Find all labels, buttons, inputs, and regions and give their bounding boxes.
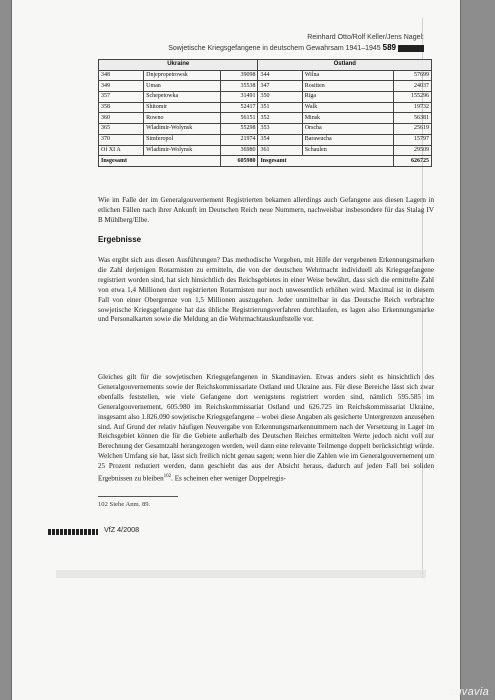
section-heading: Ergebnisse [98, 235, 142, 244]
table-cell: 52417 [220, 102, 258, 113]
table-row [99, 145, 432, 156]
footnote-ref: 102 [163, 474, 172, 480]
table-cell: 358 [99, 102, 144, 113]
table-cell: 29509 [394, 145, 432, 156]
table-cell: Rowno [144, 113, 221, 124]
table-cell: 357 [99, 92, 144, 103]
table-cell: 352 [258, 113, 302, 124]
total-label-left: Insgesamt [99, 156, 221, 167]
paragraph-2-tail: . Es scheinen eher weniger Doppelregis- [171, 474, 286, 483]
table-cell: 15797 [394, 134, 432, 145]
table-cell: 351 [258, 102, 302, 113]
table-row [99, 81, 432, 92]
table-cell: 55298 [220, 124, 258, 135]
table-row [99, 92, 432, 103]
table-group-ukraine: Ukraine [99, 60, 258, 71]
table-cell: Walk [302, 102, 394, 113]
table-cell: 57699 [394, 70, 432, 81]
table-cell: 361 [258, 145, 302, 156]
footnote-rule [98, 496, 178, 497]
total-left: 605980 [220, 156, 258, 167]
table-row [99, 134, 432, 145]
table-cell: Riga [302, 92, 394, 103]
table-group-ostland: Ostland [258, 60, 432, 71]
table-cell: Rositten [302, 81, 394, 92]
table-cell: 344 [258, 70, 302, 81]
table-cell: Wilna [302, 70, 394, 81]
table-cell: 25619 [394, 124, 432, 135]
table-cell: 31491 [220, 92, 258, 103]
total-label-right: Insgesamt [258, 156, 394, 167]
table-row [99, 102, 432, 113]
table-row [99, 70, 432, 81]
table-total-row [99, 156, 432, 167]
table-cell: 349 [99, 81, 144, 92]
table-row [99, 113, 432, 124]
table-cell: 353 [258, 124, 302, 135]
footer-journal: VfZ 4/2008 [104, 525, 140, 534]
table-cell: 21974 [220, 134, 258, 145]
paragraph-2-text: Gleiches gilt für die sowjetischen Kriegsgefangenen in Skandinavien. Etwas anders sieht es hinsichtlich des Generalgouvernements sowie der Reichskommissariate Ostland und Ukraine aus. Für diese Bereiche lässt sich zwar ebenfalls feststellen, wie viele Gefangene dort wenigstens registriert worden sind, nämlich 595.585 im Generalgouvernement, 605.980 im Reichskommissariat Ostland und 626.725 im Reichskommissariat Ukraine, insgesamt also 1.826.090 sowjetische Kriegsgefangene – wobei diese Angaben als gesicherte Untergrenzen anzusehen sind. Auf Grund der relativ häufigen Neuvergabe von Erkennungsmarkennummern nach der Versetzung in Lager im Reichsgebiet können die für die Gebiete außerhalb des Deutschen Reiches ermittelten Werte jedoch nicht voll zur Berechnung der Gesamtzahl herangezogen werden, weil dann eine relevante Teilmenge doppelt berücksichtigt würde. Welchen Umfang sie hat, lässt sich freilich nicht genau sagen; wenn hier die Zahlen wie im Generalgouvernement um 25 Prozent reduziert werden, dann geschieht das aus der Absicht heraus, dadurch auf jeden Fall bei soliden Ergebnissen zu bleiben [98, 373, 434, 483]
table-cell: Barawucha [302, 134, 394, 145]
table-cell: 35538 [220, 81, 258, 92]
table-cell: 360 [99, 113, 144, 124]
table-body [99, 70, 432, 156]
table-cell: 19732 [394, 102, 432, 113]
table-cell: 36980 [220, 145, 258, 156]
table-cell: Orscha [302, 124, 394, 135]
scan-shadow [56, 570, 426, 578]
table-cell: 56381 [394, 113, 432, 124]
paragraph-2 [98, 373, 434, 484]
table-cell: 350 [258, 92, 302, 103]
table-cell: Wladimir-Wolynsk [144, 124, 221, 135]
total-right: 626725 [394, 156, 432, 167]
running-header-title [168, 43, 424, 52]
header-title: Sowjetische Kriegsgefangene in deutschem Gewahrsam 1941–1945 [168, 45, 381, 52]
watermark: sgvavia [449, 686, 489, 698]
page-number: 589 [382, 43, 396, 52]
table-cell: 365 [99, 124, 144, 135]
header-bar-decoration [398, 45, 424, 52]
running-header-authors: Reinhard Otto/Rolf Keller/Jens Nagel: [307, 34, 424, 41]
intro-paragraph: Wie im Falle der im Generalgouvernement Registrierten bekamen allerdings auch Gefangene aus diesen Lagern in etlichen Fällen nach ihrer Ankunft im Deutschen Reich neue Nummern, nachweisbar insbesondere für das Stalag IV B Mühlberg/Elbe. [98, 196, 434, 224]
table-cell: Uman [144, 81, 221, 92]
table-cell: 348 [99, 70, 144, 81]
footer-bar-decoration [48, 529, 98, 535]
footnote: 102 Siehe Anm. 89. [98, 501, 151, 508]
table-cell: Simferopol [144, 134, 221, 145]
table-cell: Schaulen [302, 145, 394, 156]
table-cell: Schepetowka [144, 92, 221, 103]
table-cell: 155296 [394, 92, 432, 103]
table-cell: Shitomir [144, 102, 221, 113]
scanned-page [12, 0, 460, 700]
table-cell: 354 [258, 134, 302, 145]
table-cell: 370 [99, 134, 144, 145]
table-cell: Wladimir-Wolynsk [144, 145, 221, 156]
table-cell: 24037 [394, 81, 432, 92]
table-cell: 56151 [220, 113, 258, 124]
table-cell: 39098 [220, 70, 258, 81]
table-row [99, 124, 432, 135]
camp-table [98, 59, 432, 167]
paragraph-1: Was ergibt sich aus diesen Ausführungen? Das methodische Vorgehen, mit Hilfe der vergebenen Erkennungsmarken die Zahl derjenigen Rotarmisten zu ermitteln, die von der deutschen Wehrmacht individuell als Kriegsgefangene registriert worden sind, hat sich hinsichtlich des Reichsgebietes in einer Weise bewährt, dass sich die ermittelte Zahl von etwa 1,4 Millionen dort registrierten Rotarmisten nur noch unwesentlich erhöhen wird. Maximal ist in diesem Fall von einer Obergrenze von 1,5 Millionen auszugehen. Jeder unmittelbar in das Deutsche Reich verbrachte sowjetische Kriegsgefangene hat das übliche Registrierungsverfahren durchlaufen, es lagen also Erkennungsmarke und Personalkarten sowie die Meldung an die Wehrmachtauskunftstelle vor. [98, 256, 434, 324]
table-cell: 347 [258, 81, 302, 92]
table-cell: Of XI A [99, 145, 144, 156]
table-cell: Minsk [302, 113, 394, 124]
table-cell: Dnjepropetrowsk [144, 70, 221, 81]
